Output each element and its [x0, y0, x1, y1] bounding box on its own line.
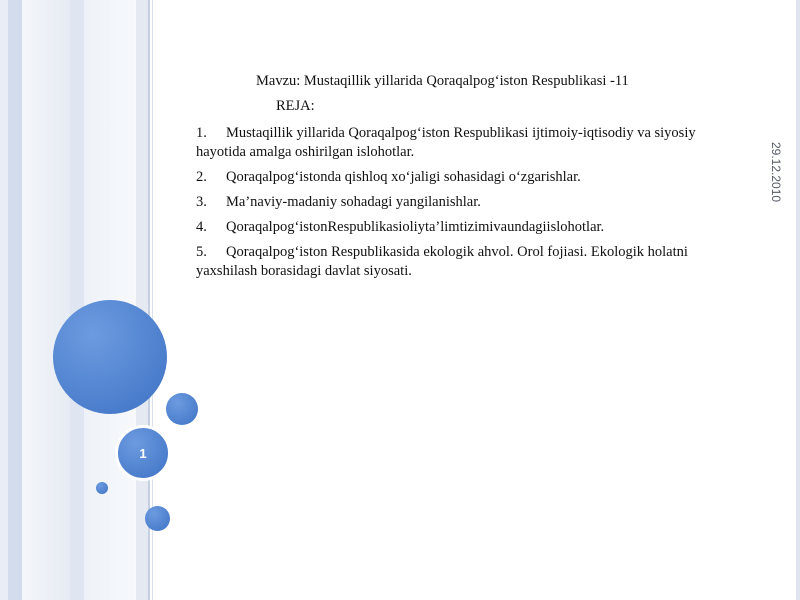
decor-circle-large: [53, 300, 167, 414]
slide-title: Mavzu: Mustaqillik yillarida Qoraqalpog‘iston Respublikasi -11: [256, 73, 629, 89]
list-item-text: Qoraqalpog‘istonRespublikasioliyta’limtizimivaundagiislohotlar.: [226, 219, 605, 235]
decor-band: [22, 0, 70, 600]
list-item: [196, 218, 696, 237]
decor-circle-tiny: [96, 482, 108, 494]
slide-number-badge: [115, 425, 171, 481]
decor-band: [0, 0, 8, 600]
slide-date: [765, 140, 787, 220]
slide-date-text: 29.12.2010: [769, 142, 783, 203]
decor-circle-medium: [166, 393, 198, 425]
list-item-number: 3.: [196, 194, 207, 210]
list-item-text: Qoraqalpog‘iston Respublikasida ekologik ahvol. Orol fojiasi. Ekologik holatni yaxshilash borasidagi davlat siyosati.: [196, 244, 688, 279]
list-item-number: 2.: [196, 169, 207, 185]
decor-band: [136, 0, 148, 600]
list-item-number: 1.: [196, 125, 207, 141]
list-item: [196, 168, 696, 187]
list-item-number: 5.: [196, 244, 207, 260]
list-item: [196, 193, 696, 212]
list-item-text: Ma’naviy-madaniy sohadagi yangilanishlar.: [226, 194, 481, 210]
list-item-text: Qoraqalpog‘istonda qishloq xo‘jaligi sohasidagi o‘zgarishlar.: [226, 169, 581, 185]
slide-subtitle: REJA:: [276, 98, 315, 114]
list-item-number: 4.: [196, 219, 207, 235]
decor-band: [70, 0, 84, 600]
list-item-text: Mustaqillik yillarida Qoraqalpog‘iston Respublikasi ijtimoiy-iqtisodiy va siyosiy hayotida amalga oshirilgan islohotlar.: [196, 125, 696, 160]
slide-content: [196, 72, 696, 287]
list-item: [196, 124, 696, 162]
decor-edge: [796, 0, 800, 600]
list-item: [196, 243, 696, 281]
decor-circle-small: [145, 506, 170, 531]
slide-number: 1: [139, 445, 147, 461]
decor-band: [8, 0, 22, 600]
